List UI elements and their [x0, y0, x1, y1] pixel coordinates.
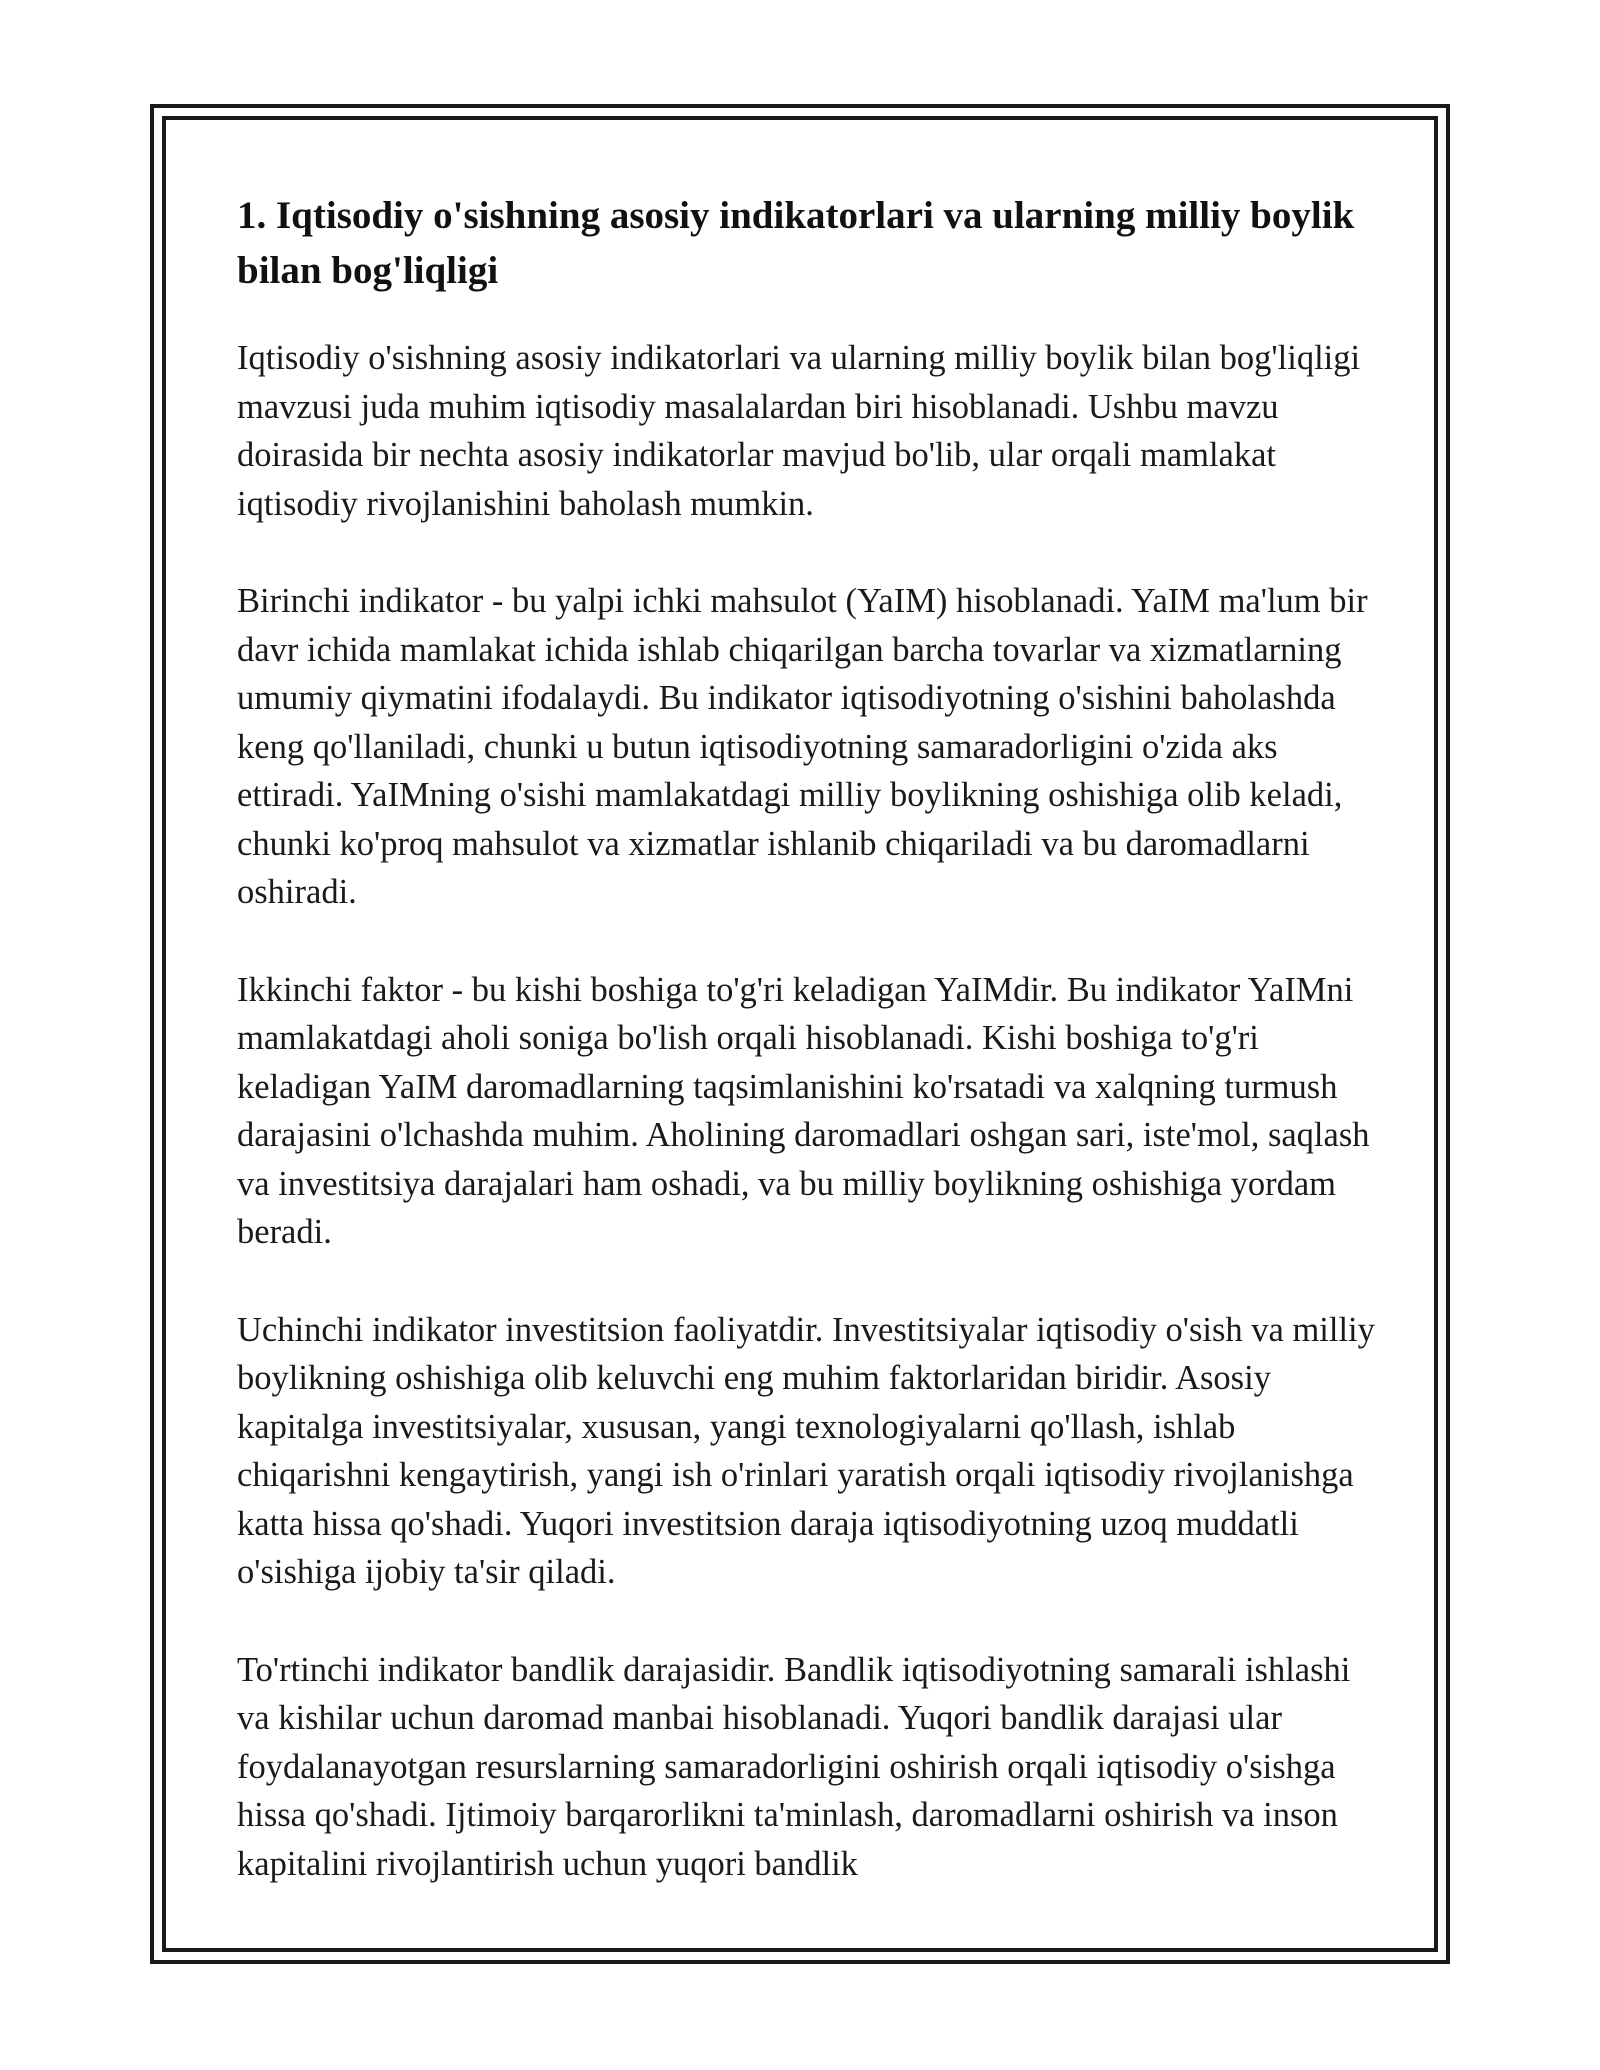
paragraph-intro: Iqtisodiy o'sishning asosiy indikatorlari va ularning milliy boylik bilan bog'liqligi mavzusi juda muhim iqtisodiy masalalardan biri hisoblanadi. Ushbu mavzu doirasida bir nechta asosiy indikatorlar mavjud bo'lib, ular orqali mamlakat iqtisodiy rivojlanishini baholash mumkin.	[237, 339, 1361, 523]
paragraph-third-indicator: Uchinchi indikator investitsion faoliyatdir. Investitsiyalar iqtisodiy o'sish va milliy boylikning oshishiga olib keluvchi eng muhim faktorlaridan biridir. Asosiy kapitalga investitsiyalar, xususan, yangi texnologiyalarni qo'llash, ishlab chiqarishni kengaytirish, yangi ish o'rinlari yaratish orqali iqtisodiy rivojlanishga katta hissa qo'shadi. Yuqori investitsion daraja iqtisodiyotning uzoq muddatli o'sishiga ijobiy ta'sir qiladi.	[237, 1310, 1375, 1591]
document-body	[237, 188, 1377, 1937]
paragraph-first-indicator: Birinchi indikator - bu yalpi ichki mahsulot (YaIM) hisoblanadi. YaIM ma'lum bir davr ichida mamlakat ichida ishlab chiqarilgan barcha tovarlar va xizmatlarning umumiy qiymatini ifodalaydi. Bu indikator iqtisodiyotning o'sishini baholashda keng qo'llaniladi, chunki u butun iqtisodiyotning samaradorligini o'zida aks ettiradi. YaIMning o'sishi mamlakatdagi milliy boylikning oshishiga olib keladi, chunki ko'proq mahsulot va xizmatlar ishlanib chiqariladi va bu daromadlarni oshiradi.	[237, 582, 1368, 911]
section-title: 1. Iqtisodiy o'sishning asosiy indikatorlari va ularning milliy boylik bilan bog'liqligi	[237, 194, 1355, 292]
paragraph-fourth-indicator: To'rtinchi indikator bandlik darajasidir. Bandlik iqtisodiyotning samarali ishlashi va kishilar uchun daromad manbai hisoblanadi. Yuqori bandlik darajasi ular foydalanayotgan resurslarning samaradorligini oshirish orqali iqtisodiy o'sishga hissa qo'shadi. Ijtimoiy barqarorlikni ta'minlash, daromadlarni oshirish va inson kapitalini rivojlantirish uchun yuqori bandlik	[237, 1650, 1351, 1883]
paragraph-second-factor: Ikkinchi faktor - bu kishi boshiga to'g'ri keladigan YaIMdir. Bu indikator YaIMni mamlakatdagi aholi soniga bo'lish orqali hisoblanadi. Kishi boshiga to'g'ri keladigan YaIM daromadlarning taqsimlanishini ko'rsatadi va xalqning turmush darajasini o'lchashda muhim. Aholining daromadlari oshgan sari, iste'mol, saqlash va investitsiya darajalari ham oshadi, va bu milliy boylikning oshishiga yordam beradi.	[237, 970, 1370, 1251]
